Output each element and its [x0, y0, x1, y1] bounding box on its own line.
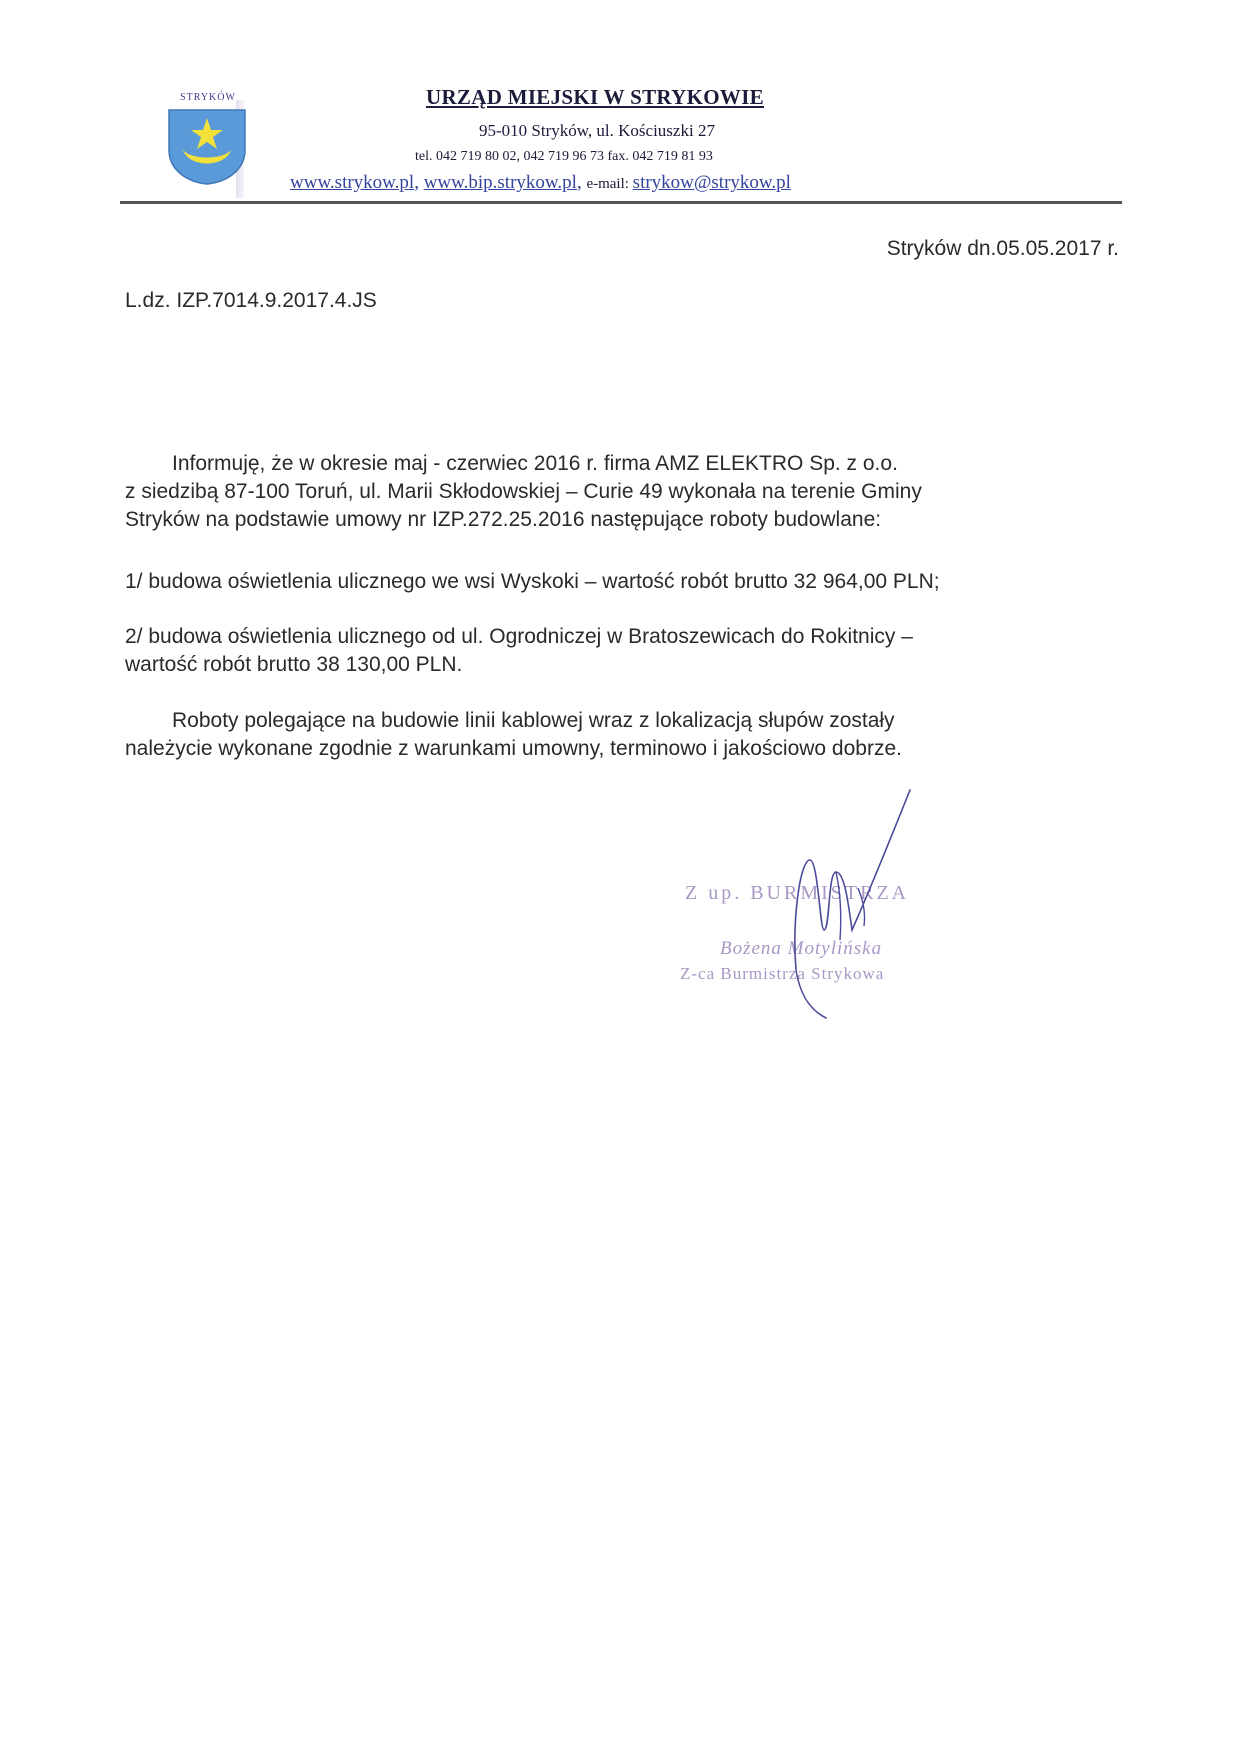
website-link[interactable]: www.strykow.pl [290, 172, 415, 193]
email-label: e-mail: [586, 176, 633, 192]
paragraph-line: z siedzibą 87-100 Toruń, ul. Marii Skłodowskiej – Curie 49 wykonała na terenie Gminy [125, 480, 922, 503]
paragraph-line: Stryków na podstawie umowy nr IZP.272.25.2016 następujące roboty budowlane: [125, 508, 882, 531]
contact-links [290, 172, 791, 194]
reference-number: L.dz. IZP.7014.9.2017.4.JS [125, 289, 377, 312]
organization-name: URZĄD MIEJSKI W STRYKOWIE [426, 85, 764, 109]
paragraph-line: Roboty polegające na budowie linii kablowej wraz z lokalizacją słupów zostały [172, 709, 895, 732]
email-link[interactable]: strykow@strykow.pl [632, 172, 791, 193]
document-date: Stryków dn.05.05.2017 r. [886, 237, 1119, 260]
separator: , [576, 172, 587, 193]
handwritten-signature [740, 780, 940, 1020]
organization-address: 95-010 Stryków, ul. Kościuszki 27 [479, 121, 715, 140]
paragraph-line: należycie wykonane zgodnie z warunkami umowny, terminowo i jakościowo dobrze. [125, 737, 902, 760]
header-divider [120, 201, 1122, 204]
coat-of-arms-icon [163, 106, 251, 186]
closing-paragraph [125, 707, 1115, 763]
paragraph-line: 2/ budowa oświetlenia ulicznego od ul. Ogrodniczej w Bratoszewicach do Rokitnicy – [125, 625, 913, 648]
organization-phones: tel. 042 719 80 02, 042 719 96 73 fax. 042 719 81 93 [415, 149, 713, 164]
crest-label: STRYKÓW [180, 92, 236, 103]
work-item-2 [125, 623, 1115, 679]
stamp-line: Z-ca Burmistrza Strykowa [680, 964, 885, 983]
work-item-1 [125, 568, 1115, 596]
paragraph-line: Informuję, że w okresie maj - czerwiec 2016 r. firma AMZ ELEKTRO Sp. z o.o. [172, 452, 898, 475]
bip-website-link[interactable]: www.bip.strykow.pl [423, 172, 577, 193]
intro-paragraph [125, 450, 1115, 534]
separator: , [414, 172, 424, 193]
stamp-line: Bożena Motylińska [720, 938, 883, 959]
paragraph-line: wartość robót brutto 38 130,00 PLN. [125, 653, 463, 676]
stamp-line: Z up. BURMISTRZA [685, 882, 910, 904]
paragraph-line: 1/ budowa oświetlenia ulicznego we wsi Wyskoki – wartość robót brutto 32 964,00 PLN; [125, 570, 940, 593]
